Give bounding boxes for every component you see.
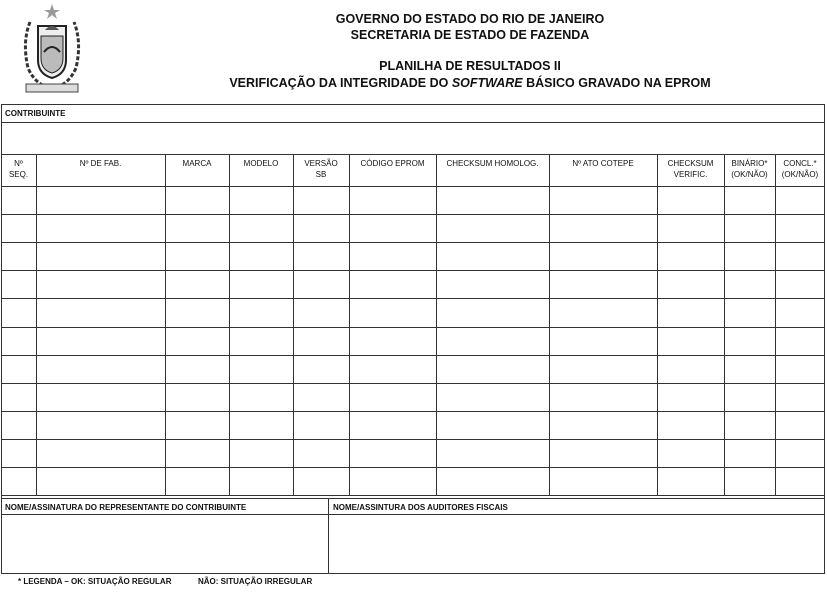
header-secretaria: SECRETARIA DE ESTADO DE FAZENDA: [350, 28, 590, 42]
document-title: PLANILHA DE RESULTADOS II: [379, 59, 561, 73]
column-header: Nº DE FAB.: [79, 159, 122, 168]
table-cell[interactable]: [166, 299, 229, 327]
table-cell[interactable]: [550, 243, 657, 270]
table-cell[interactable]: [37, 243, 165, 270]
table-cell[interactable]: [658, 243, 724, 270]
table-cell[interactable]: [294, 271, 349, 298]
table-cell[interactable]: [166, 412, 229, 439]
table-cell[interactable]: [350, 384, 436, 411]
column-header: VERSÃO SB: [304, 159, 338, 179]
table-cell[interactable]: [550, 412, 657, 439]
table-cell[interactable]: [37, 328, 165, 355]
table-cell[interactable]: [725, 328, 775, 355]
column-header: MODELO: [243, 159, 279, 168]
row-divider: [1, 495, 825, 496]
table-cell[interactable]: [658, 299, 724, 327]
table-cell[interactable]: [2, 356, 36, 383]
table-cell[interactable]: [658, 468, 724, 495]
table-cell[interactable]: [230, 215, 293, 242]
table-cell[interactable]: [725, 215, 775, 242]
document-subtitle: VERIFICAÇÃO DA INTEGRIDADE DO SOFTWARE BÁSICO GRAVADO NA EPROM: [229, 76, 711, 90]
table-cell[interactable]: [230, 412, 293, 439]
table-cell[interactable]: [230, 440, 293, 467]
table-cell[interactable]: [350, 299, 436, 327]
table-cell[interactable]: [437, 440, 549, 467]
table-cell[interactable]: [725, 468, 775, 495]
table-cell[interactable]: [294, 187, 349, 214]
column-header: CONCL.* (OK/NÃO): [781, 159, 819, 179]
table-cell[interactable]: [37, 412, 165, 439]
legend-nao: NÃO: SITUAÇÃO IRREGULAR: [198, 577, 313, 586]
table-cell[interactable]: [37, 440, 165, 467]
table-cell[interactable]: [776, 187, 825, 214]
representante-signature-field[interactable]: [2, 515, 327, 573]
table-cell[interactable]: [658, 384, 724, 411]
table-cell[interactable]: [776, 384, 825, 411]
table-cell[interactable]: [550, 440, 657, 467]
table-cell[interactable]: [37, 384, 165, 411]
table-cell[interactable]: [2, 468, 36, 495]
table-cell[interactable]: [230, 468, 293, 495]
table-cell[interactable]: [2, 384, 36, 411]
table-cell[interactable]: [37, 271, 165, 298]
column-header: MARCA: [182, 159, 212, 168]
table-cell[interactable]: [725, 271, 775, 298]
table-cell[interactable]: [166, 215, 229, 242]
table-cell[interactable]: [230, 271, 293, 298]
column-header: BINÁRIO* (OK/NÃO): [731, 159, 768, 179]
table-top-border: [1, 154, 825, 155]
table-cell[interactable]: [725, 187, 775, 214]
table-cell[interactable]: [230, 328, 293, 355]
table-cell[interactable]: [776, 215, 825, 242]
table-cell[interactable]: [437, 412, 549, 439]
table-cell[interactable]: [437, 356, 549, 383]
column-header: CHECKSUM VERIFIC.: [667, 159, 714, 179]
table-cell[interactable]: [776, 328, 825, 355]
column-header: CÓDIGO EPROM: [360, 159, 425, 168]
table-cell[interactable]: [294, 299, 349, 327]
table-cell[interactable]: [166, 243, 229, 270]
table-cell[interactable]: [294, 243, 349, 270]
table-cell[interactable]: [776, 299, 825, 327]
table-cell[interactable]: [166, 271, 229, 298]
table-cell[interactable]: [550, 328, 657, 355]
table-cell[interactable]: [2, 328, 36, 355]
table-cell[interactable]: [658, 187, 724, 214]
table-cell[interactable]: [350, 215, 436, 242]
header-government: GOVERNO DO ESTADO DO RIO DE JANEIRO: [335, 12, 605, 26]
table-cell[interactable]: [294, 215, 349, 242]
table-cell[interactable]: [437, 187, 549, 214]
table-cell[interactable]: [166, 187, 229, 214]
table-cell[interactable]: [658, 271, 724, 298]
table-cell[interactable]: [230, 243, 293, 270]
table-cell[interactable]: [350, 440, 436, 467]
representante-signature-label: NOME/ASSINATURA DO REPRESENTANTE DO CONTRIBUINTE: [5, 503, 247, 512]
state-seal-logo: [18, 2, 86, 96]
table-cell[interactable]: [658, 356, 724, 383]
column-header: Nº ATO COTEPE: [572, 159, 634, 168]
table-cell[interactable]: [550, 468, 657, 495]
table-cell[interactable]: [437, 299, 549, 327]
table-cell[interactable]: [294, 384, 349, 411]
table-cell[interactable]: [230, 299, 293, 327]
table-cell[interactable]: [658, 328, 724, 355]
table-cell[interactable]: [550, 384, 657, 411]
table-cell[interactable]: [350, 468, 436, 495]
table-cell[interactable]: [37, 299, 165, 327]
table-cell[interactable]: [550, 299, 657, 327]
table-cell[interactable]: [550, 187, 657, 214]
table-cell[interactable]: [37, 215, 165, 242]
table-cell[interactable]: [166, 440, 229, 467]
table-cell[interactable]: [2, 440, 36, 467]
table-cell[interactable]: [350, 187, 436, 214]
legend-ok: * LEGENDA – OK: SITUAÇÃO REGULAR: [18, 577, 172, 586]
table-cell[interactable]: [166, 328, 229, 355]
table-cell[interactable]: [437, 243, 549, 270]
table-cell[interactable]: [2, 299, 36, 327]
table-cell[interactable]: [294, 468, 349, 495]
table-cell[interactable]: [230, 356, 293, 383]
table-cell[interactable]: [230, 384, 293, 411]
table-cell[interactable]: [725, 243, 775, 270]
table-cell[interactable]: [166, 468, 229, 495]
table-cell[interactable]: [776, 468, 825, 495]
table-cell[interactable]: [166, 356, 229, 383]
table-cell[interactable]: [437, 468, 549, 495]
table-cell[interactable]: [725, 299, 775, 327]
table-cell[interactable]: [437, 328, 549, 355]
table-cell[interactable]: [37, 187, 165, 214]
table-cell[interactable]: [658, 215, 724, 242]
column-header: CHECKSUM HOMOLOG.: [446, 159, 539, 168]
table-cell[interactable]: [437, 271, 549, 298]
contribuinte-field[interactable]: [2, 123, 824, 154]
table-cell[interactable]: [350, 243, 436, 270]
table-cell[interactable]: [294, 356, 349, 383]
table-cell[interactable]: [350, 412, 436, 439]
auditores-signature-label: NOME/ASSINTURA DOS AUDITORES FISCAIS: [333, 503, 508, 512]
table-cell[interactable]: [230, 187, 293, 214]
table-cell[interactable]: [437, 384, 549, 411]
table-cell[interactable]: [294, 412, 349, 439]
table-cell[interactable]: [776, 412, 825, 439]
auditores-signature-field[interactable]: [329, 515, 824, 573]
table-cell[interactable]: [776, 243, 825, 270]
table-cell[interactable]: [294, 328, 349, 355]
table-cell[interactable]: [350, 328, 436, 355]
table-cell[interactable]: [550, 215, 657, 242]
table-cell[interactable]: [725, 440, 775, 467]
table-cell[interactable]: [776, 440, 825, 467]
table-cell[interactable]: [550, 356, 657, 383]
table-cell[interactable]: [2, 412, 36, 439]
table-cell[interactable]: [658, 440, 724, 467]
table-cell[interactable]: [350, 271, 436, 298]
table-cell[interactable]: [658, 412, 724, 439]
table-cell[interactable]: [2, 187, 36, 214]
table-cell[interactable]: [725, 356, 775, 383]
table-cell[interactable]: [2, 215, 36, 242]
table-cell[interactable]: [550, 271, 657, 298]
table-cell[interactable]: [776, 271, 825, 298]
contribuinte-label: CONTRIBUINTE: [5, 109, 66, 118]
table-cell[interactable]: [437, 215, 549, 242]
signature-section-top: [1, 498, 825, 499]
table-cell[interactable]: [725, 412, 775, 439]
table-cell[interactable]: [37, 356, 165, 383]
table-cell[interactable]: [37, 468, 165, 495]
table-cell[interactable]: [2, 243, 36, 270]
table-cell[interactable]: [166, 384, 229, 411]
table-cell[interactable]: [725, 384, 775, 411]
table-cell[interactable]: [776, 356, 825, 383]
table-cell[interactable]: [2, 271, 36, 298]
column-header: Nº SEQ.: [8, 159, 29, 179]
table-cell[interactable]: [350, 356, 436, 383]
table-cell[interactable]: [294, 440, 349, 467]
